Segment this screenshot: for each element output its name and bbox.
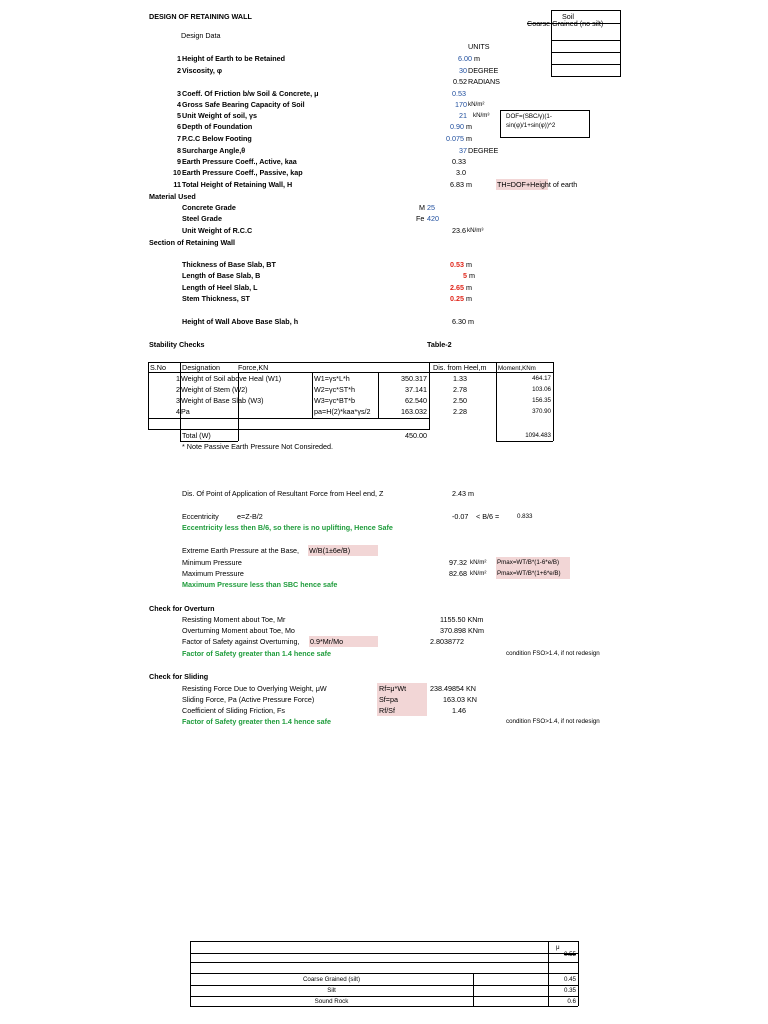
- units-label: UNITS: [468, 42, 490, 51]
- section-row-unit: m: [466, 260, 472, 269]
- design-row-label: P.C.C Below Footing: [182, 134, 252, 143]
- row-dist: 2.78: [453, 385, 467, 394]
- header-sno: S.No: [150, 363, 166, 372]
- design-row-label: Earth Pressure Coeff., Active, kaa: [182, 157, 297, 166]
- soil-mu: 0.35: [563, 987, 576, 994]
- soil-grid: [551, 22, 621, 77]
- row-force: 62.540: [405, 396, 427, 405]
- section-heading: Section of Retaining Wall: [149, 238, 235, 247]
- section-row-unit: m: [466, 283, 472, 292]
- concrete-label: Concrete Grade: [182, 203, 236, 212]
- min-pressure-unit: kN/m²: [470, 559, 487, 566]
- soil-grid-line: [551, 52, 620, 53]
- fs-value: 1.46: [452, 706, 466, 715]
- table-line: [148, 362, 149, 429]
- eccentricity-result: Eccentricity less then B/6, so there is no uplifting, Hence Safe: [182, 523, 393, 532]
- mo-value: 370.898 KNm: [440, 626, 484, 635]
- sf-value: 163.03 KN: [443, 695, 477, 704]
- overturn-result: Factor of Safety greater than 1.4 hence safe: [182, 649, 331, 658]
- section-row-label: Stem Thickness, ST: [182, 294, 250, 303]
- row-moment: 370.90: [532, 408, 551, 415]
- table-line: [429, 362, 430, 429]
- row-designation: Weight of Soil above Heal (W1): [181, 374, 282, 383]
- design-row-no: 9: [177, 157, 181, 166]
- row-no: 1: [176, 374, 180, 383]
- row-no: 2: [176, 385, 180, 394]
- steel-value: 420: [427, 214, 439, 223]
- design-row-unit: m: [466, 134, 472, 143]
- eccentricity-value: -0.07: [452, 512, 469, 521]
- rcc-unit: kN/m³: [467, 227, 484, 234]
- design-row-label: Earth Pressure Coeff., Passive, kap: [182, 168, 303, 177]
- design-row-value: 0.53: [452, 89, 466, 98]
- design-row-value: 0.075: [446, 134, 464, 143]
- mu-first-value: 0.55: [563, 951, 576, 958]
- design-row-unit: kN/m³: [473, 112, 490, 119]
- wall-height-unit: m: [468, 317, 474, 326]
- fs-formula: Rf/Sf: [379, 706, 395, 715]
- material-heading: Material Used: [149, 192, 196, 201]
- design-row-label: Surcharge Angle,θ: [182, 146, 246, 155]
- min-pressure-formula: Pmax=WT/B*(1-6*e/B): [497, 559, 560, 566]
- section-row-value: 0.25: [450, 294, 464, 303]
- row-no: 3: [176, 396, 180, 405]
- row-dist: 2.50: [453, 396, 467, 405]
- design-row-no: 10: [173, 168, 181, 177]
- header-moment: Moment,KNm: [498, 365, 536, 372]
- design-row-unit: kN/m²: [468, 101, 485, 108]
- total-label: Total (W): [182, 431, 211, 440]
- soil-name: Sound Rock: [314, 998, 349, 1005]
- max-pressure-value: 82.68: [449, 569, 467, 578]
- row-moment: 103.06: [532, 386, 551, 393]
- row-dist: 1.33: [453, 374, 467, 383]
- row-designation: Pa: [181, 407, 190, 416]
- fs-label: Coefficient of Sliding Friction, Fs: [182, 706, 285, 715]
- overturn-heading: Check for Overturn: [149, 604, 215, 613]
- soil-grid-line: [551, 40, 620, 41]
- section-row-value: 2.65: [450, 283, 464, 292]
- table-line: [553, 362, 554, 441]
- row-no: 4: [176, 407, 180, 416]
- design-row-value: 0.33: [452, 157, 466, 166]
- rf-value: 238.49854 KN: [430, 684, 476, 693]
- table-line: [473, 973, 474, 1006]
- design-row-unit: RADIANS: [468, 77, 500, 86]
- min-pressure-value: 97.32: [449, 558, 467, 567]
- section-row-value: 0.53: [450, 260, 464, 269]
- row-force: 163.032: [401, 407, 427, 416]
- steel-label: Steel Grade: [182, 214, 222, 223]
- fso-value: 2.8038772: [430, 637, 464, 646]
- design-row-unit: m: [474, 54, 480, 63]
- section-row-value: 5: [463, 271, 467, 280]
- rcc-label: Unit Weight of R.C.C: [182, 226, 253, 235]
- table-note: * Note Passive Earth Pressure Not Consireded.: [182, 442, 334, 451]
- design-row-label: Unit Weight of soil, γs: [182, 111, 257, 120]
- row-formula: W3=γc*BT*b: [314, 396, 355, 405]
- design-row-value: 0.90: [450, 122, 464, 131]
- mr-value: 1155.50 KNm: [440, 615, 484, 624]
- page-title: DESIGN OF RETAINING WALL: [149, 12, 252, 21]
- wall-height-label: Height of Wall Above Base Slab, h: [182, 317, 299, 326]
- fso-formula: 0.9*Mr/Mo: [310, 637, 344, 646]
- eccentricity-formula: e=Z-B/2: [237, 512, 263, 521]
- design-row-no: 6: [177, 122, 181, 131]
- design-row-unit: DEGREE: [468, 66, 499, 75]
- soil-mu: 0.6: [567, 998, 576, 1005]
- soil-header: Soil: [562, 12, 574, 21]
- pressure-result: Maximum Pressure less than SBC hence safe: [182, 580, 338, 589]
- table-line: [578, 941, 579, 1006]
- dof-note: DOF=(SBC/γ)(1-sin(φ)/1+sin(φ))^2: [506, 113, 556, 129]
- header-designation: Designation: [182, 363, 220, 372]
- row-formula: W1=γs*L*h: [314, 374, 350, 383]
- rf-label: Resisting Force Due to Overlying Weight, μW: [182, 684, 327, 693]
- design-row-label: Height of Earth to be Retained: [182, 54, 286, 63]
- pressure-formula: W/B(1±6e/B): [309, 546, 351, 555]
- total-force: 450.00: [405, 431, 427, 440]
- rf-formula: Rf=μ*Wt: [379, 684, 407, 693]
- table-line: [190, 962, 578, 963]
- soil-value: Coarse Grained (no silt): [527, 19, 604, 28]
- pressure-label: Extreme Earth Pressure at the Base,: [182, 546, 300, 555]
- design-row-unit: m: [466, 180, 472, 189]
- table-line: [190, 953, 578, 954]
- design-row-value: 6.00: [458, 54, 472, 63]
- fso-label: Factor of Safety against Overturning,: [182, 637, 300, 646]
- row-force: 37.141: [405, 385, 427, 394]
- design-row-value: 170: [455, 100, 467, 109]
- design-row-value: 3.0: [456, 168, 466, 177]
- row-designation: Weight of Base Slab (W3): [181, 396, 264, 405]
- section-row-label: Length of Base Slab, B: [182, 271, 261, 280]
- concrete-prefix: M: [419, 203, 425, 212]
- mo-label: Overturning Moment about Toe, Mo: [182, 626, 295, 635]
- soil-mu: 0.45: [563, 976, 576, 983]
- eccentricity-b6: 0.833: [517, 513, 533, 520]
- design-row-value: 0.52: [453, 77, 467, 86]
- design-row-label: Coeff. Of Friction b/w Soil & Concrete, μ: [182, 89, 319, 98]
- table-line: [190, 973, 578, 974]
- design-row-no: 3: [177, 89, 181, 98]
- section-row-label: Length of Heel Slab, L: [182, 283, 258, 292]
- sliding-heading: Check for Sliding: [149, 672, 209, 681]
- design-row-label: Depth of Foundation: [182, 122, 253, 131]
- table-label: Table-2: [427, 340, 452, 349]
- concrete-value: 25: [427, 203, 435, 212]
- row-formula: W2=γc*ST*h: [314, 385, 355, 394]
- design-row-no: 5: [177, 111, 181, 120]
- design-row-unit: DEGREE: [468, 146, 499, 155]
- wall-height-value: 6.30: [452, 317, 466, 326]
- eccentricity-compare: < B/6 =: [476, 512, 500, 521]
- design-row-value: 30: [459, 66, 467, 75]
- stability-heading: Stability Checks: [149, 340, 205, 349]
- design-row-no: 8: [177, 146, 181, 155]
- design-row-label: Total Height of Retaining Wall, H: [182, 180, 293, 189]
- design-row-no: 2: [177, 66, 181, 75]
- design-row-label: Viscosity, φ: [182, 66, 223, 75]
- mu-header: μ: [556, 944, 560, 951]
- section-row-unit: m: [466, 294, 472, 303]
- min-pressure-label: Minimum Pressure: [182, 558, 242, 567]
- row-moment: 464.17: [532, 375, 551, 382]
- table-line: [148, 418, 430, 419]
- resultant-label: Dis. Of Point of Application of Resultant Force from Heel end, Z: [182, 489, 384, 498]
- design-data-label: Design Data: [181, 31, 221, 40]
- th-note: TH=DOF+Height of earth: [497, 180, 578, 189]
- row-formula: pa=H(2)*kaa*γs/2: [314, 407, 371, 416]
- max-pressure-unit: kN/m²: [470, 570, 487, 577]
- design-row-unit: m: [466, 122, 472, 131]
- section-row-unit: m: [469, 271, 475, 280]
- design-row-no: 7: [177, 134, 181, 143]
- design-row-value: 6.83: [450, 180, 464, 189]
- eccentricity-label: Eccentricity: [182, 512, 219, 521]
- design-row-no: 1: [177, 54, 181, 63]
- soil-name: Silt: [327, 987, 336, 994]
- resultant-unit: m: [468, 489, 474, 498]
- rcc-value: 23.6: [452, 226, 466, 235]
- sf-label: Sliding Force, Pa (Active Pressure Force): [182, 695, 315, 704]
- sliding-condition: condition FSO>1.4, if not redesign: [506, 718, 600, 725]
- sf-formula: Sf=pa: [379, 695, 398, 704]
- design-row-no: 4: [177, 100, 181, 109]
- row-moment: 156.35: [532, 397, 551, 404]
- header-force: Force,KN: [238, 363, 269, 372]
- section-row-label: Thickness of Base Slab, BT: [182, 260, 276, 269]
- design-row-no: 11: [173, 180, 181, 189]
- row-force: 350.317: [401, 374, 427, 383]
- table-line: [312, 372, 313, 418]
- design-row-value: 21: [459, 111, 467, 120]
- soil-grid-line: [551, 64, 620, 65]
- table-line: [190, 941, 578, 942]
- mr-label: Resisting Moment about Toe, Mr: [182, 615, 286, 624]
- row-designation: Weight of Stem (W2): [181, 385, 248, 394]
- sliding-result: Factor of Safety greater then 1.4 hence safe: [182, 717, 331, 726]
- soil-name: Coarse Grained (silt): [302, 976, 361, 983]
- total-moment: 1094.483: [525, 432, 551, 439]
- table-line: [496, 441, 553, 442]
- design-row-value: 37: [459, 146, 467, 155]
- row-dist: 2.28: [453, 407, 467, 416]
- design-row-label: Gross Safe Bearing Capacity of Soil: [182, 100, 305, 109]
- table-line: [148, 429, 430, 430]
- steel-prefix: Fe: [416, 214, 425, 223]
- max-pressure-label: Maximum Pressure: [182, 569, 244, 578]
- max-pressure-formula: Pmax=WT/B*(1+6*e/B): [497, 570, 561, 577]
- header-dist: Dis. from Heel,m: [433, 363, 487, 372]
- resultant-value: 2.43: [452, 489, 466, 498]
- overturn-condition: condition FSO>1.4, if not redesign: [506, 650, 600, 657]
